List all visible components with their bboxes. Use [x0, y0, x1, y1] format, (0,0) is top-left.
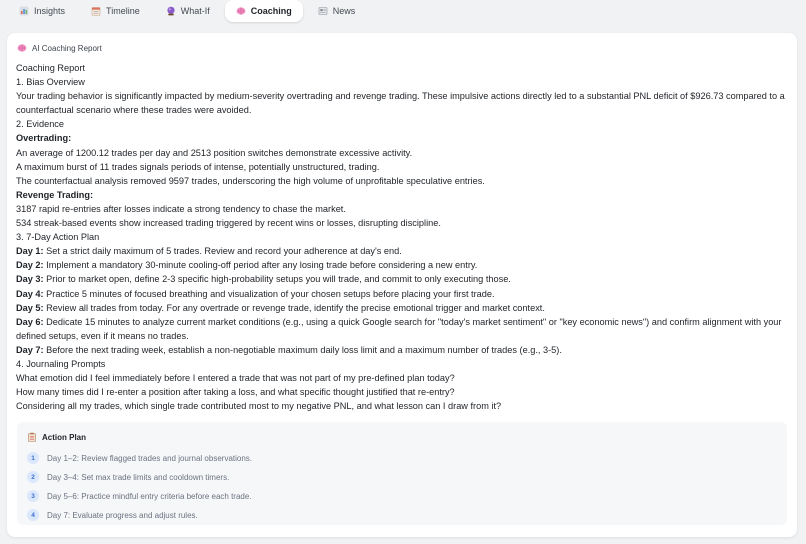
tab-what-if-label: What-If — [180, 6, 210, 16]
evidence-line: A maximum burst of 11 trades signals periods of intense, potentially unstructured, trading. — [16, 161, 380, 172]
step-number-badge: 3 — [27, 490, 39, 502]
coaching-card — [7, 33, 797, 537]
action-plan-item — [27, 471, 229, 483]
action-plan-item-text: Day 5–6: Practice mindful entry criteria before each trade. — [47, 491, 252, 501]
brain-icon — [17, 43, 27, 53]
tab-bar — [8, 0, 366, 22]
action-plan-title: Action Plan — [42, 432, 87, 442]
card-header — [17, 43, 102, 53]
calendar-icon — [91, 6, 101, 16]
day-text: Set a strict daily maximum of 5 trades. Review and record your adherence at day's end. — [46, 246, 402, 257]
day-label: Day 4: — [16, 288, 44, 299]
coaching-report — [16, 61, 788, 413]
action-plan-item — [27, 490, 252, 502]
day-label: Day 1: — [16, 246, 44, 257]
report-heading: Coaching Report — [16, 63, 85, 73]
action-plan-item — [27, 509, 198, 521]
journal-prompt: How many times did I re-enter a position after taking a loss, and what specific thought justified that re-entry? — [16, 387, 455, 398]
tab-coaching[interactable] — [225, 0, 303, 22]
section-evidence: 2. Evidence — [16, 119, 65, 130]
evidence-line: 534 streak-based events show increased trading triggered by recent wins or losses, disrupting discipline. — [16, 218, 441, 229]
revenge-trading-label: Revenge Trading: — [16, 189, 94, 200]
section-action-plan: 3. 7-Day Action Plan — [16, 232, 100, 243]
tab-what-if[interactable] — [155, 0, 221, 22]
evidence-line: An average of 1200.12 trades per day and 2513 position switches demonstrate excessive activity. — [16, 147, 413, 158]
tab-news[interactable] — [307, 0, 367, 22]
crystal-ball-icon — [166, 6, 176, 16]
action-plan-item-text: Day 3–4: Set max trade limits and cooldown timers. — [47, 472, 230, 482]
day-text: Dedicate 15 minutes to analyze current market conditions (e.g., using a quick Google search for "today's market sentiment" or "key economic news") and confirm alignment with your defined setups, even if it means no trades. — [16, 316, 782, 341]
newspaper-icon — [318, 6, 328, 16]
brain-icon — [236, 6, 246, 16]
evidence-line: 3187 rapid re-entries after losses indicate a strong tendency to chase the market. — [16, 203, 346, 214]
day-label: Day 3: — [16, 274, 44, 285]
day-text: Practice 5 minutes of focused breathing and visualization of your chosen setups before placing your first trade. — [46, 288, 495, 299]
day-text: Before the next trading week, establish a non-negotiable maximum daily loss limit and a maximum number of trades (e.g., 3-5). — [46, 344, 562, 355]
day-label: Day 2: — [16, 260, 44, 271]
action-plan-item-text: Day 7: Evaluate progress and adjust rules. — [47, 510, 198, 520]
day-label: Day 5: — [16, 302, 44, 313]
action-plan-item-text: Day 1–2: Review flagged trades and journal observations. — [47, 453, 253, 463]
card-title: AI Coaching Report — [32, 43, 102, 53]
step-number-badge: 4 — [27, 509, 39, 521]
day-text: Review all trades from today. For any overtrade or revenge trade, identify the precise emotional trigger and market context. — [46, 302, 545, 313]
day-item — [16, 287, 788, 301]
day-label: Day 6: — [16, 316, 44, 327]
action-plan-panel — [17, 422, 787, 525]
overtrading-label: Overtrading: — [16, 133, 72, 144]
journal-prompt: Considering all my trades, which single trade contributed most to my negative PNL, and what lesson can I draw from it? — [16, 401, 502, 412]
tab-insights[interactable] — [8, 0, 76, 22]
day-text: Implement a mandatory 30-minute cooling-off period after any losing trade before considering a new entry. — [46, 260, 478, 271]
bias-overview-text: Your trading behavior is significantly impacted by medium-severity overtrading and revenge trading. These impulsive actions directly led to a substantial PNL deficit of $926.73 compared to a counterfactual scenario where these trades were avoided. — [16, 91, 785, 116]
section-bias-overview: 1. Bias Overview — [16, 77, 85, 88]
tab-coaching-label: Coaching — [250, 6, 292, 16]
day-item — [16, 343, 788, 357]
day-text: Prior to market open, define 2-3 specific high-probability setups you will trade, and commit to only executing those. — [46, 274, 511, 285]
action-plan-header — [27, 432, 86, 442]
day-label: Day 7: — [16, 344, 44, 355]
action-plan-item — [27, 452, 252, 464]
section-journaling-prompts: 4. Journaling Prompts — [16, 358, 106, 369]
step-number-badge: 2 — [27, 471, 39, 483]
day-item — [16, 301, 788, 315]
clipboard-icon — [27, 432, 37, 442]
tab-insights-label: Insights — [34, 6, 66, 16]
tab-news-label: News — [332, 6, 356, 16]
day-item — [16, 258, 788, 272]
journal-prompt: What emotion did I feel immediately before I entered a trade that was not part of my pre-defined plan today? — [16, 373, 455, 384]
tab-timeline-label: Timeline — [106, 6, 140, 16]
day-item — [16, 315, 788, 343]
tab-timeline[interactable] — [80, 0, 151, 22]
day-item — [16, 244, 788, 258]
step-number-badge: 1 — [27, 452, 39, 464]
day-item — [16, 272, 788, 286]
evidence-line: The counterfactual analysis removed 9597 trades, underscoring the high volume of unprofitable speculative entries. — [16, 175, 485, 186]
bar-chart-icon — [19, 6, 29, 16]
